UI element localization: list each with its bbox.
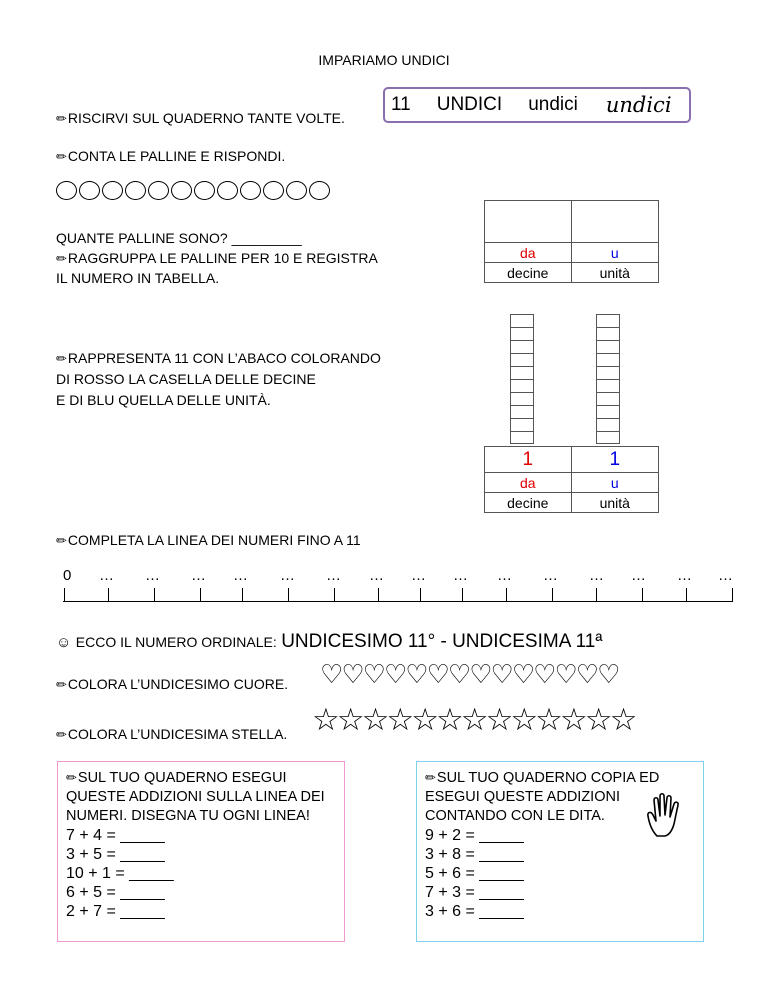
pencil-icon: ✏: [425, 770, 436, 785]
tens-label: decine: [485, 263, 572, 283]
place-value-table-filled: [484, 446, 659, 513]
stars-row: [312, 703, 634, 737]
heart-icon[interactable]: ♡: [362, 660, 384, 690]
number-line-tick: [154, 588, 155, 602]
pencil-icon: ✏: [56, 149, 67, 164]
number-line-label: …: [191, 567, 206, 584]
smiley-icon: ☺: [56, 634, 72, 651]
stars-instruction: [56, 724, 287, 745]
number-line-tick: [64, 588, 65, 602]
box-left-line2: QUESTE ADDIZIONI SULLA LINEA DEI: [66, 789, 325, 805]
box-left-line1: [66, 768, 336, 788]
pencil-icon: ✏: [56, 677, 67, 692]
pencil-icon: ✏: [56, 111, 67, 126]
units-value-cell: 1: [571, 447, 658, 473]
place-value-table-empty: [484, 200, 659, 283]
equation: 6 + 5 = _____: [66, 884, 165, 901]
number-word-box: [383, 87, 691, 123]
star-icon[interactable]: ☆: [535, 702, 560, 738]
abacus-cell[interactable]: [596, 314, 620, 327]
number-line-tick: [462, 588, 463, 602]
units-label: unità: [571, 493, 658, 513]
rewrite-instruction-text: RISCIRVI SUL QUADERNO TANTE VOLTE.: [67, 110, 345, 126]
ball-circle: [240, 181, 261, 200]
units-abbr: u: [571, 243, 658, 263]
number-line-tick: [108, 588, 109, 602]
star-icon[interactable]: ☆: [510, 702, 536, 738]
number-line-axis: [63, 601, 733, 602]
number-line-label: …: [718, 567, 733, 584]
box-left-line1-text: SUL TUO QUADERNO ESEGUI: [77, 770, 287, 786]
addition-box-number-line: [57, 761, 345, 942]
heart-icon[interactable]: ♡: [383, 660, 406, 690]
abacus-cell[interactable]: [596, 418, 620, 431]
units-value-cell[interactable]: [571, 201, 658, 243]
ball-circle: [217, 181, 238, 200]
abacus-instruction: [56, 348, 381, 369]
equation: 3 + 6 = _____: [425, 903, 524, 920]
heart-icon[interactable]: ♡: [447, 660, 470, 690]
tens-abbr: da: [485, 243, 572, 263]
number-word-lowercase: undici: [528, 94, 578, 115]
abacus-instruction-line1: RAPPRESENTA 11 CON L’ABACO COLORANDO: [67, 350, 381, 366]
star-icon[interactable]: ☆: [411, 702, 436, 738]
heart-icon[interactable]: ♡: [341, 660, 363, 690]
box-right-line3: CONTANDO CON LE DITA.: [425, 808, 605, 824]
heart-icon[interactable]: ♡: [511, 660, 534, 690]
abacus-cell[interactable]: [510, 379, 534, 392]
ball-circle: [79, 181, 100, 200]
heart-icon[interactable]: ♡: [533, 660, 555, 690]
pencil-icon: ✏: [56, 251, 67, 266]
number-line-tick: [378, 588, 379, 602]
circle-row: [56, 181, 330, 200]
abacus-cell[interactable]: [510, 431, 534, 444]
number-line-label: …: [411, 567, 426, 584]
star-icon[interactable]: ☆: [584, 702, 610, 738]
number-line-label: …: [677, 567, 692, 584]
star-icon[interactable]: ☆: [460, 702, 486, 738]
ball-circle: [125, 181, 146, 200]
abacus-cell[interactable]: [510, 340, 534, 353]
box-right-line1-text: SUL TUO QUADERNO COPIA ED: [436, 770, 660, 786]
tens-abbr: da: [485, 473, 572, 493]
heart-icon[interactable]: ♡: [405, 660, 427, 690]
abacus-cell[interactable]: [596, 379, 620, 392]
number-line-label: …: [631, 567, 646, 584]
equation: 9 + 2 = _____: [425, 827, 524, 844]
number-line-tick: [420, 588, 421, 602]
abacus-cell[interactable]: [510, 366, 534, 379]
count-instruction: [56, 146, 285, 167]
number-line-label: …: [497, 567, 512, 584]
number-line-label: …: [99, 567, 114, 584]
units-label: unità: [571, 263, 658, 283]
pencil-icon: ✏: [56, 351, 67, 366]
tens-value-cell[interactable]: [485, 201, 572, 243]
count-instruction-text: CONTA LE PALLINE E RISPONDI.: [67, 148, 286, 164]
number-line-label: …: [233, 567, 248, 584]
equation: 3 + 8 = _____: [425, 846, 524, 863]
number-line-tick: [200, 588, 201, 602]
number-line-label: …: [145, 567, 160, 584]
number-line-tick: [334, 588, 335, 602]
box-left-line3: NUMERI. DISEGNA TU OGNI LINEA!: [66, 808, 310, 824]
number-line-label: …: [453, 567, 468, 584]
star-icon[interactable]: ☆: [559, 702, 585, 738]
star-icon[interactable]: ☆: [435, 702, 461, 738]
group-instruction-line2: IL NUMERO IN TABELLA.: [56, 270, 220, 286]
count-question: QUANTE PALLINE SONO? _________: [56, 230, 302, 246]
number-line-label: …: [280, 567, 295, 584]
equation: 2 + 7 = _____: [66, 903, 165, 920]
abacus-cell[interactable]: [596, 327, 620, 340]
abacus-cell[interactable]: [596, 392, 620, 405]
ball-circle: [309, 181, 330, 200]
pencil-icon: ✏: [56, 533, 67, 548]
star-icon[interactable]: ☆: [312, 702, 337, 738]
addition-box-fingers: [416, 761, 704, 942]
star-icon[interactable]: ☆: [485, 702, 511, 738]
number-line-tick: [242, 588, 243, 602]
abacus-cell[interactable]: [510, 327, 534, 340]
abacus-cell[interactable]: [510, 418, 534, 431]
stars-instruction-text: COLORA L’UNDICESIMA STELLA.: [67, 726, 288, 742]
number-line-label: …: [543, 567, 558, 584]
open-hand-icon: [645, 792, 685, 838]
abacus-cell[interactable]: [596, 405, 620, 418]
abacus-cell[interactable]: [510, 314, 534, 327]
hearts-row: [320, 660, 618, 690]
heart-icon[interactable]: ♡: [554, 660, 576, 690]
number-line-label: …: [589, 567, 604, 584]
ball-circle: [263, 181, 284, 200]
ball-circle: [102, 181, 123, 200]
tens-value-cell: 1: [485, 447, 572, 473]
abacus-cell[interactable]: [510, 392, 534, 405]
heart-icon[interactable]: ♡: [575, 660, 598, 690]
number-line-tick: [732, 588, 733, 602]
tens-label: decine: [485, 493, 572, 513]
equation: 7 + 4 = _____: [66, 827, 165, 844]
equation: 3 + 5 = _____: [66, 846, 165, 863]
abacus-instruction-line3: E DI BLU QUELLA DELLE UNITÀ.: [56, 392, 271, 408]
ball-circle: [194, 181, 215, 200]
ordinal-prefix: ECCO IL NUMERO ORDINALE:: [75, 634, 277, 650]
abacus-cell[interactable]: [596, 366, 620, 379]
heart-icon[interactable]: ♡: [320, 660, 342, 690]
star-icon[interactable]: ☆: [336, 702, 362, 738]
number-line-tick: [506, 588, 507, 602]
ball-circle: [286, 181, 307, 200]
number-line-tick: [288, 588, 289, 602]
abacus-units-column[interactable]: [596, 314, 620, 444]
number-line-label: …: [369, 567, 384, 584]
pencil-icon: ✏: [66, 770, 77, 785]
box-right-line2: ESEGUI QUESTE ADDIZIONI: [425, 789, 620, 805]
heart-icon[interactable]: ♡: [426, 660, 448, 690]
star-icon[interactable]: ☆: [386, 702, 412, 738]
hearts-instruction: [56, 674, 288, 695]
group-instruction-text: RAGGRUPPA LE PALLINE PER 10 E REGISTRA: [67, 250, 378, 266]
hearts-instruction-text: COLORA L’UNDICESIMO CUORE.: [67, 676, 289, 692]
number-word-cursive: undici: [605, 93, 672, 117]
page-title: IMPARIAMO UNDICI: [318, 52, 450, 68]
abacus-cell[interactable]: [596, 353, 620, 366]
units-abbr: u: [571, 473, 658, 493]
number-word-uppercase: UNDICI: [436, 94, 503, 115]
star-icon[interactable]: ☆: [609, 702, 635, 738]
number-line-label: …: [326, 567, 341, 584]
heart-icon[interactable]: ♡: [597, 660, 619, 690]
abacus-cell[interactable]: [596, 340, 620, 353]
equation: 7 + 3 = _____: [425, 884, 524, 901]
ordinal-number: UNDICESIMO 11° - UNDICESIMA 11ª: [281, 631, 603, 652]
number-line-tick: [642, 588, 643, 602]
abacus-tens-column[interactable]: [510, 314, 534, 444]
abacus-instruction-line2: DI ROSSO LA CASELLA DELLE DECINE: [56, 371, 316, 387]
ball-circle: [171, 181, 192, 200]
ordinal-line: [56, 631, 602, 653]
equation: 10 + 1 = _____: [66, 865, 174, 882]
number-line-tick: [596, 588, 597, 602]
number-line-instruction: [56, 530, 361, 551]
heart-icon[interactable]: ♡: [490, 660, 512, 690]
equation: 5 + 6 = _____: [425, 865, 524, 882]
abacus-cell[interactable]: [510, 405, 534, 418]
ball-circle: [56, 181, 77, 200]
number-line-label: 0: [63, 567, 72, 584]
number-line-instruction-text: COMPLETA LA LINEA DEI NUMERI FINO A 11: [67, 532, 361, 548]
pencil-icon: ✏: [56, 727, 67, 742]
abacus-cell[interactable]: [596, 431, 620, 444]
number-line-tick: [686, 588, 687, 602]
abacus-cell[interactable]: [510, 353, 534, 366]
group-instruction: [56, 248, 378, 269]
star-icon[interactable]: ☆: [361, 702, 387, 738]
ball-circle: [148, 181, 169, 200]
box-right-line1: [425, 768, 695, 788]
number-line-tick: [552, 588, 553, 602]
number-digits: 11: [391, 94, 411, 115]
heart-icon[interactable]: ♡: [469, 660, 491, 690]
rewrite-instruction: [56, 108, 345, 129]
